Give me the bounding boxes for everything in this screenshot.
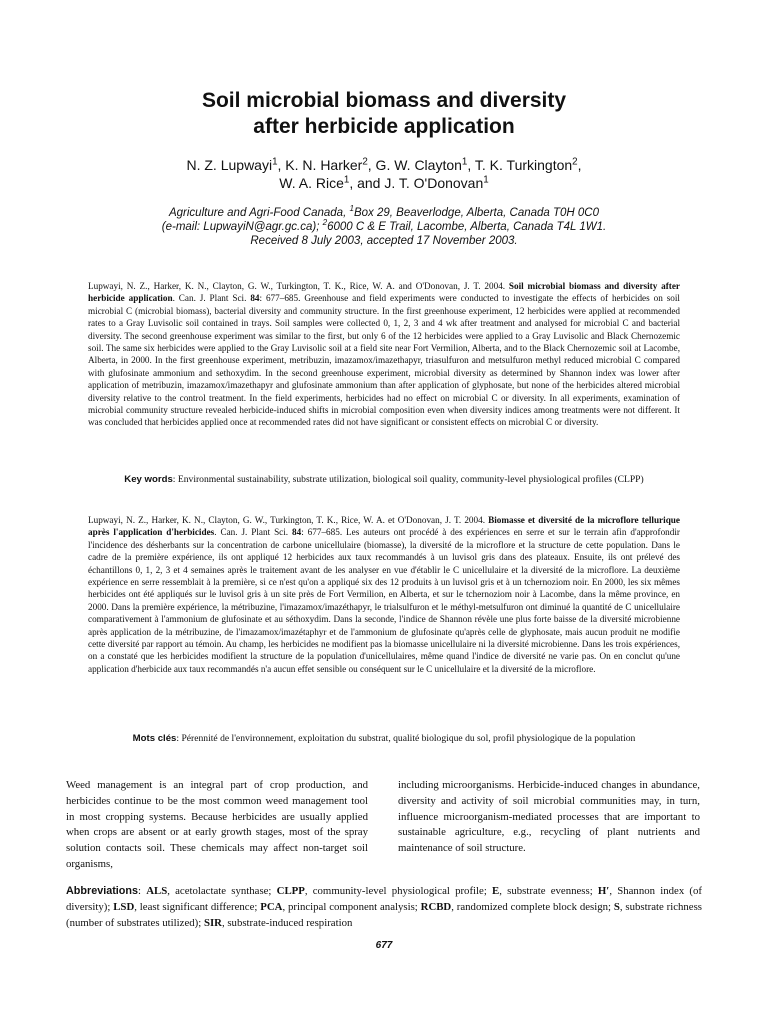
abstract-journal: . Can. J. Plant Sci.	[172, 293, 251, 304]
affiliation-block	[0, 206, 768, 248]
abbreviation-definition: , randomized complete block design;	[451, 901, 614, 913]
affiliation-marker: 1	[343, 174, 350, 186]
page-number: 677	[375, 940, 393, 951]
intro-column-right: including microorganisms. Herbicide-induced changes in abundance, diversity and activity of soil microbial communities may, in turn, influence microorganism-mediated processes that are important to sustainable agriculture, e.g., recycling of plant nutrients and maintenance of soil structure.	[398, 779, 700, 855]
abstract-journal: . Can. J. Plant Sci.	[214, 527, 293, 538]
keywords-french	[100, 733, 668, 745]
keywords-label: Mots clés	[132, 733, 177, 744]
abstract-title: Soil microbial biomass and diversity after herbicide application	[88, 281, 680, 304]
abbreviation-term: RCBD	[420, 901, 452, 913]
abstract-volume: 84	[250, 293, 260, 304]
abbreviation-term: LSD	[113, 901, 135, 913]
affiliation-line-2	[0, 220, 768, 234]
affiliation-marker: 1	[461, 156, 468, 168]
affiliation-marker: 2	[572, 156, 578, 168]
affiliation-line-1	[0, 206, 768, 220]
affiliation-marker: 1	[349, 204, 354, 214]
keywords-text: : Pérennité de l'environnement, exploitation du substrat, qualité biologique du sol, profil physiologique de la population	[176, 733, 636, 744]
abbreviation-term: E	[492, 885, 500, 897]
affiliation-marker: 2	[362, 156, 368, 168]
abbreviation-definition: , least significant difference;	[134, 901, 261, 913]
intro-column-left: Weed management is an integral part of crop production, and herbicides continue to be the most common weed management tool in most cropping systems. Because herbicides are usually applied when crops are absent or at early growth stages, most of the spray solution contacts soil. These chemicals may affect non-target soil organisms,	[66, 779, 368, 870]
affiliation-text: Box 29, Beaverlodge, Alberta, Canada T0H 0C0	[353, 207, 600, 219]
affiliation-marker: 1	[272, 156, 278, 168]
abbreviation-definition: , substrate-induced respiration	[221, 917, 353, 929]
keywords-label: Key words	[124, 474, 173, 485]
abbreviation-term: SIR	[203, 917, 222, 929]
abbreviations-footnote	[66, 883, 702, 931]
paper-title	[0, 88, 768, 140]
author-list	[0, 156, 768, 192]
received-date: Received 8 July 2003, accepted 17 November 2003.	[250, 235, 518, 247]
author-name: W. A. Rice	[279, 175, 344, 191]
author-line-1	[0, 156, 768, 174]
abbreviation-definition: , substrate evenness;	[499, 885, 598, 897]
title-line-2: after herbicide application	[253, 115, 515, 138]
abstract-title: Biomasse et diversité de la microflore tellurique après l'application d'herbicides	[88, 515, 680, 538]
abbreviation-definition: , acetolactate synthase;	[167, 885, 277, 897]
author-name: , and J. T. O'Donovan	[349, 175, 484, 191]
abstract-citation: Lupwayi, N. Z., Harker, K. N., Clayton, G. W., Turkington, T. K., Rice, W. A. et O'Donovan, J. T. 2004.	[88, 515, 489, 525]
abstract-english	[88, 280, 680, 429]
abstract-citation: Lupwayi, N. Z., Harker, K. N., Clayton, G. W., Turkington, T. K., Rice, W. A. and O'Donovan, J. T. 2004.	[88, 281, 509, 291]
abbreviation-term: H′	[597, 885, 610, 897]
keywords-english	[100, 474, 668, 486]
abstract-french	[88, 514, 680, 675]
abbreviations-label: Abbreviations	[66, 885, 138, 897]
abstract-volume: 84	[292, 527, 302, 538]
affiliation-marker: 2	[322, 218, 328, 228]
affiliation-text: Agriculture and Agri-Food Canada,	[168, 207, 350, 219]
abbreviation-term: ALS	[146, 885, 168, 897]
affiliation-email: (e-mail: LupwayiN@agr.gc.ca);	[161, 221, 323, 233]
abbreviation-definition: , Shannon index (of diversity);	[66, 885, 702, 913]
abbreviation-term: S	[613, 901, 620, 913]
abbreviations-list	[66, 885, 702, 929]
affiliation-text: 6000 C & E Trail, Lacombe, Alberta, Canada T4L 1W1.	[327, 221, 607, 233]
abstract-body: : 677–685. Les auteurs ont procédé à des expériences en serre et sur le terrain afin d'approfondir l'incidence des désherbants sur la concentration de carbone unicellulaire (biomasse), la diversité de la microflore et la structure de cette population. Dans le cadre de la première expérience, ils ont appliqué 12 herbicides aux taux recommandés à un luvisol gris dans des plateaux. Ensuite, ils ont prélevé des échantillons 0, 1, 2, 3 et 4 semaines après le traitement avant de les analyser en vue d'établir le C unicellulaire et la diversité de la microflore. La deuxième expérience en serre ressemblait à la première, si ce n'est qu'on a appliqué six des 12 produits à un luvisol gris et à un tchernoziom noir. En 2000, les six mêmes herbicides ont été appliqués sur le luvisol gris à un site près de Fort Vermilion, en Alberta, et sur le tchernoziom noir à Lacombe, dans la même province, en 2000. Dans la première expérience, la métribuzine, l'imazamox/imazéthapyr, le trialsulfuron et le méthyl-metsulfuron ont diminué la quantité de C unicellulaire comparativement à l'ammonium de glufosinate et au séthoxydim. Dans la seconde, l'indice de Shannon révèle une plus forte baisse de la diversité microbienne après application de la métribuzine, de l'imazamox/imazétaphyr et de l'ammonium de glufosinate qu'après celle de glyphosate, mais aucun produit ne modifie cette diversité par rapport au témoin. Au champ, les herbicides ne modifient pas la biomasse unicellulaire ni la diversité microbienne. Dans les trois expériences, on a constaté que les herbicides modifient la structure de la population d'unicellulaires, même quand l'indice de diversité ne varie pas. On en conclut qu'une application d'herbicide aux taux recommandés n'a aucun effet sensible ou conséquent sur le C unicellulaire et la diversité de la microflore.	[88, 527, 680, 674]
author-separator: ,	[577, 157, 582, 173]
author-name: N. Z. Lupwayi	[186, 157, 273, 173]
abbreviation-definition: , community-level physiological profile;	[304, 885, 493, 897]
author-name: , G. W. Clayton	[367, 157, 462, 173]
abbreviations-colon: :	[138, 885, 147, 897]
keywords-text: : Environmental sustainability, substrate utilization, biological soil quality, community-level physiological profiles (CLPP)	[172, 474, 644, 485]
author-name: , K. N. Harker	[277, 157, 363, 173]
abbreviation-term: PCA	[260, 901, 283, 913]
title-line-1: Soil microbial biomass and diversity	[201, 89, 567, 112]
abstract-body: : 677–685. Greenhouse and field experiments were conducted to investigate the effects of herbicides on soil microbial C (microbial biomass), bacterial diversity and community structure. In the first greenhouse experiment, 12 herbicides were applied at recommended rates to a Gray Luvisolic soil contained in trays. Soil samples were collected 0, 1, 2, 3 and 4 wk after treatment and analysed for microbial C and bacterial diversity. The second greenhouse experiment was similar to the first, but only 6 of the 12 herbicides were applied to a Gray Luvisolic and Black Chernozemic soil. The same six herbicides were applied to the Gray Luvisolic soil at a field site near Fort Vermilion, Alberta, and to the Black Chernozemic soil at Lacombe, Alberta, in 2000. In the first greenhouse experiment, metribuzin, imazamox/imazethapyr, triasulfuron and metsulfuron methyl reduced microbial C compared with glufosinate ammonium and sethoxydim. In the second greenhouse experiment, microbial diversity as determined by Shannon index was lower after application of metribuzin, imazamox/imazethapyr and glufosinate ammonium than after application of glyphosate, but none of the herbicides altered microbial diversity relative to the control treatment. In the field experiments, herbicides had no effect on microbial C or diversity. In all experiments, examination of microbial community structure revealed herbicide-induced shifts in microbial composition even when diversity indices among treatments were not different. It was concluded that herbicides applied once at recommended rates did not have significant or consistent effects on microbial C or diversity.	[88, 293, 680, 428]
abbreviation-definition: , substrate richness (number of substrates utilized);	[66, 901, 702, 929]
author-line-2	[0, 174, 768, 192]
affiliation-marker: 1	[483, 174, 489, 186]
author-name: , T. K. Turkington	[467, 157, 573, 173]
abbreviation-definition: , principal component analysis;	[282, 901, 421, 913]
abbreviation-term: CLPP	[276, 885, 305, 897]
